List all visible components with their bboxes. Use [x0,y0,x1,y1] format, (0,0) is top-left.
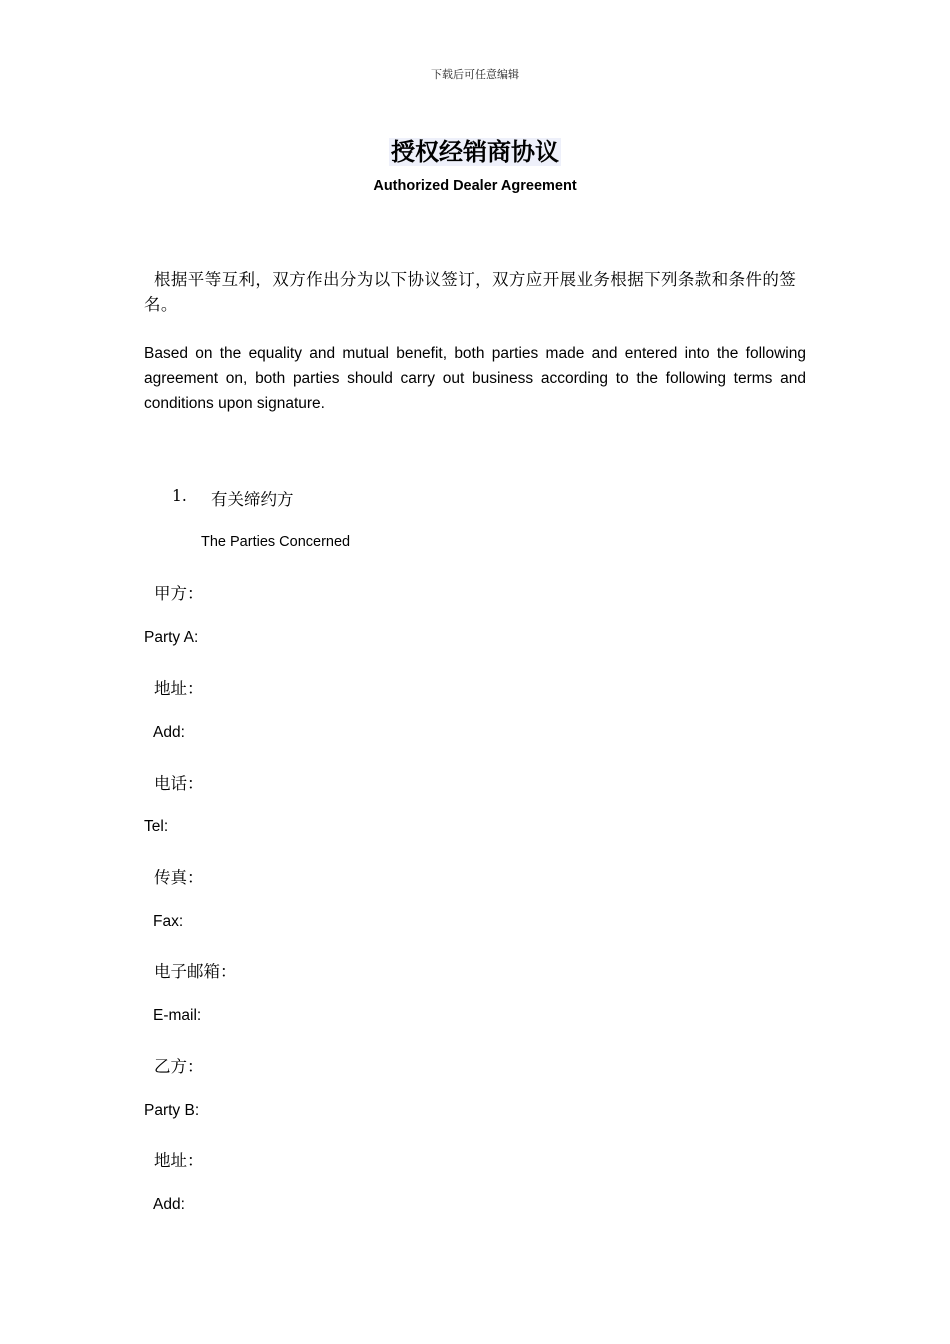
party-a-address-label-cn: 地址： [154,679,204,698]
section-heading-en: The Parties Concerned [201,534,351,550]
section-heading-cn: 有关缔约方 [211,490,294,509]
download-note: 下载后可任意编辑 [431,68,519,81]
party-b-address-label-cn: 地址： [154,1151,204,1170]
party-a-label-en: Party A: [144,629,199,646]
party-b-label-en: Party B: [144,1102,200,1119]
party-a-label-cn: 甲方： [154,584,204,603]
party-a-address-label-en: Add: [153,724,185,741]
party-a-fax-label-en: Fax: [153,913,184,930]
intro-paragraph-cn: 根据平等互利，双方作出分为以下协议签订，双方应开展业务根据下列条款和条件的签名。 [144,270,797,314]
party-a-email-label-cn: 电子邮箱： [154,962,237,981]
intro-paragraph-en: Based on the equality and mutual benefit, both parties made and entered into the following agreement on, both parties should carry out business according to the following terms and conditions upon signature. [144,345,806,412]
party-b-label-cn: 乙方： [154,1057,204,1076]
title-cn-text: 授权经销商协议 [391,138,559,166]
party-a-tel-label-en: Tel: [144,818,169,835]
section-number: 1. [172,487,187,505]
document-title-en: Authorized Dealer Agreement [373,178,577,194]
party-a-tel-label-cn: 电话： [154,774,204,793]
party-a-email-label-en: E-mail: [153,1007,202,1024]
party-b-address-label-en: Add: [153,1196,185,1213]
party-a-fax-label-cn: 传真： [154,868,204,887]
document-title-cn [0,132,950,167]
